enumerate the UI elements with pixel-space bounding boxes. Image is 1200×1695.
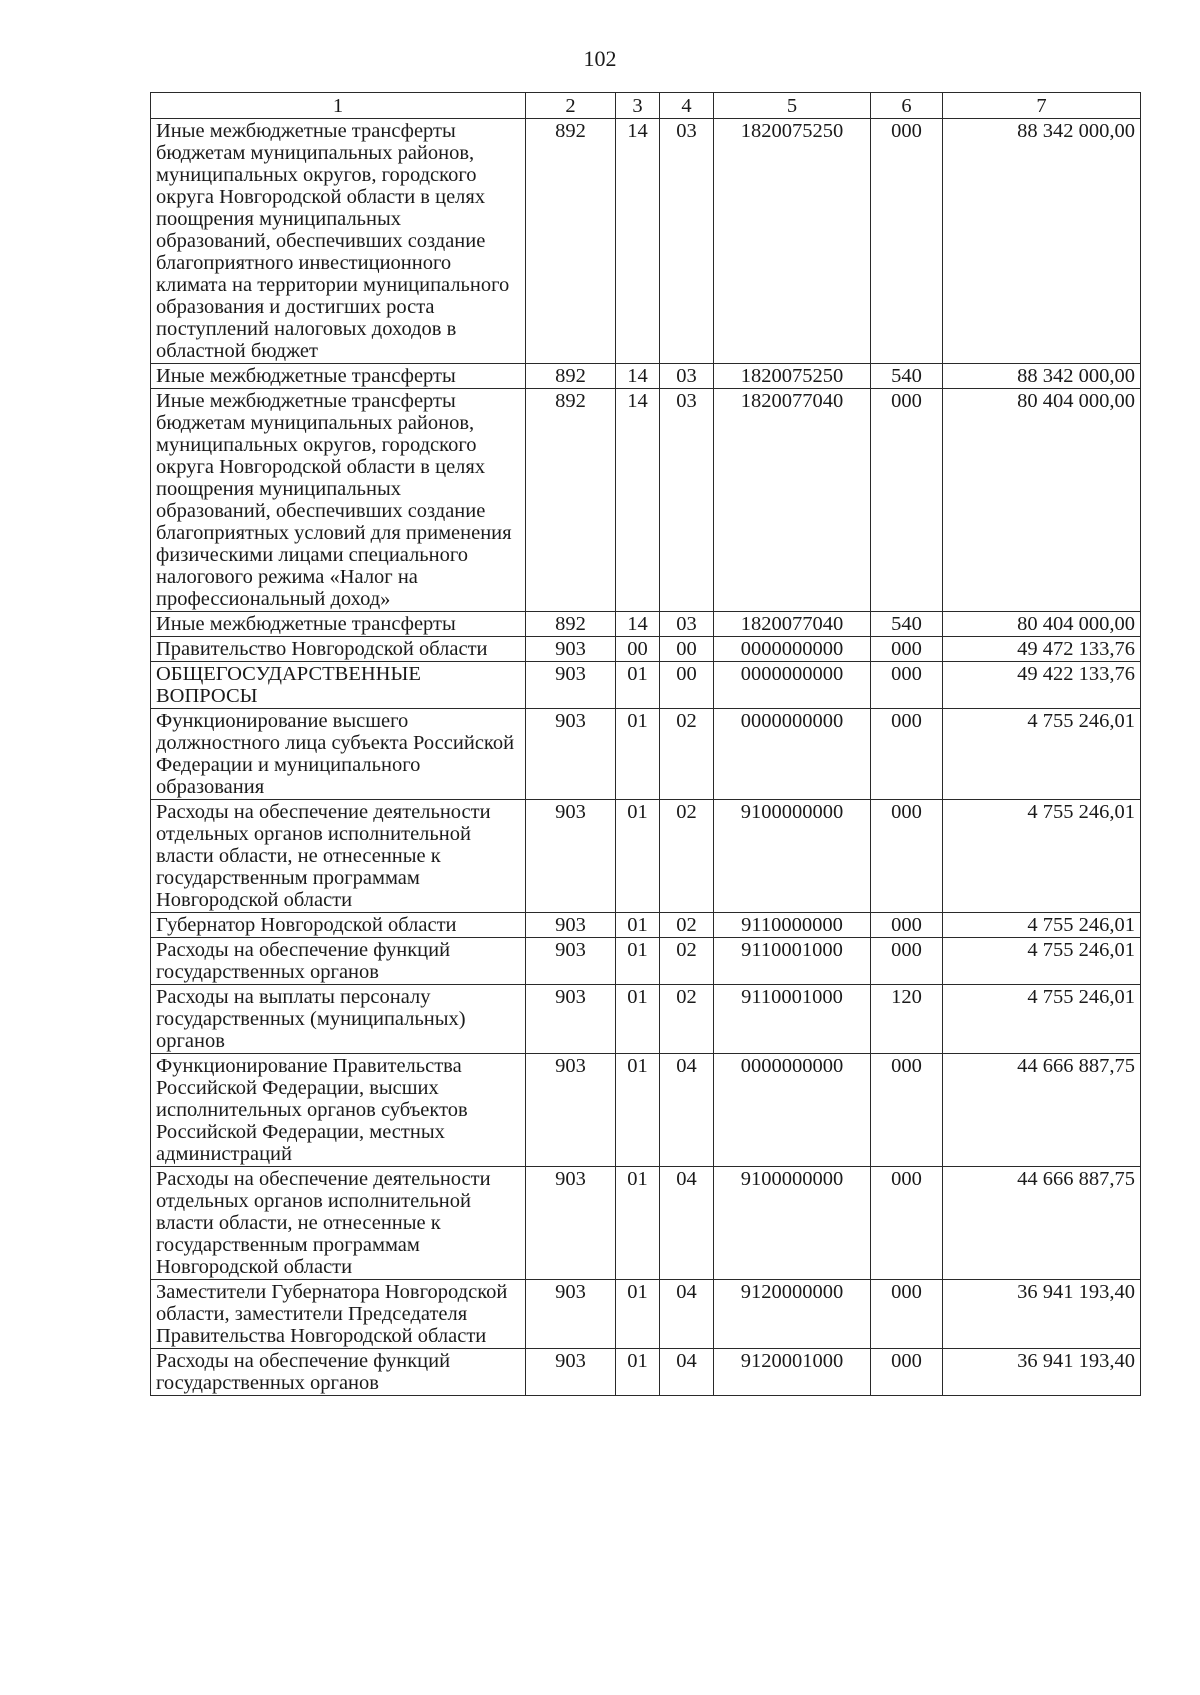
row-section: 14 [616, 389, 660, 612]
row-amount: 4 755 246,01 [943, 800, 1141, 913]
row-target-article: 9100000000 [714, 1167, 871, 1280]
table-row [151, 938, 1141, 985]
row-admin-code: 903 [526, 1280, 616, 1349]
table-row [151, 662, 1141, 709]
row-expense-type: 120 [871, 985, 943, 1054]
row-expense-type: 000 [871, 119, 943, 364]
row-subsection: 03 [660, 612, 714, 637]
row-amount: 88 342 000,00 [943, 364, 1141, 389]
table-row [151, 913, 1141, 938]
row-admin-code: 903 [526, 709, 616, 800]
row-amount: 4 755 246,01 [943, 913, 1141, 938]
table-row [151, 119, 1141, 364]
row-name: Заместители Губернатора Новгородской области, заместители Председателя Правительства Новгородской области [151, 1280, 526, 1349]
table-row [151, 1280, 1141, 1349]
row-section: 01 [616, 1167, 660, 1280]
row-amount: 49 422 133,76 [943, 662, 1141, 709]
row-section: 14 [616, 119, 660, 364]
header-cell: 3 [616, 93, 660, 119]
row-amount: 4 755 246,01 [943, 709, 1141, 800]
row-amount: 36 941 193,40 [943, 1349, 1141, 1396]
row-section: 00 [616, 637, 660, 662]
row-name: Расходы на выплаты персоналу государственных (муниципальных) органов [151, 985, 526, 1054]
row-expense-type: 000 [871, 913, 943, 938]
row-target-article: 9110001000 [714, 985, 871, 1054]
row-subsection: 03 [660, 119, 714, 364]
row-admin-code: 903 [526, 637, 616, 662]
row-name: ОБЩЕГОСУДАРСТВЕННЫЕ ВОПРОСЫ [151, 662, 526, 709]
table-row [151, 389, 1141, 612]
row-name: Иные межбюджетные трансферты [151, 364, 526, 389]
table-row [151, 709, 1141, 800]
row-target-article: 9120001000 [714, 1349, 871, 1396]
row-expense-type: 000 [871, 1280, 943, 1349]
row-name: Функционирование высшего должностного лица субъекта Российской Федерации и муниципального образования [151, 709, 526, 800]
row-subsection: 04 [660, 1054, 714, 1167]
row-subsection: 04 [660, 1167, 714, 1280]
row-admin-code: 903 [526, 1167, 616, 1280]
row-name: Иные межбюджетные трансферты бюджетам муниципальных районов, муниципальных округов, городского округа Новгородской области в целях поощрения муниципальных образований, обеспечивших создание благоприятных условий для применения физическими лицами специального налогового режима «Налог на профессиональный доход» [151, 389, 526, 612]
table-row [151, 364, 1141, 389]
row-expense-type: 000 [871, 1054, 943, 1167]
row-subsection: 04 [660, 1280, 714, 1349]
row-name: Иные межбюджетные трансферты бюджетам муниципальных районов, муниципальных округов, городского округа Новгородской области в целях поощрения муниципальных образований, обеспечивших создание благоприятного инвестиционного климата на территории муниципального образования и достигших роста поступлений налоговых доходов в областной бюджет [151, 119, 526, 364]
table-row [151, 1167, 1141, 1280]
row-name: Расходы на обеспечение функций государственных органов [151, 1349, 526, 1396]
row-subsection: 00 [660, 637, 714, 662]
row-name: Расходы на обеспечение деятельности отдельных органов исполнительной власти области, не отнесенные к государственным программам Новгородской области [151, 800, 526, 913]
row-admin-code: 903 [526, 913, 616, 938]
row-subsection: 04 [660, 1349, 714, 1396]
row-target-article: 1820077040 [714, 389, 871, 612]
row-amount: 49 472 133,76 [943, 637, 1141, 662]
row-section: 01 [616, 985, 660, 1054]
row-target-article: 9110000000 [714, 913, 871, 938]
row-name: Функционирование Правительства Российской Федерации, высших исполнительных органов субъектов Российской Федерации, местных администраций [151, 1054, 526, 1167]
row-admin-code: 903 [526, 938, 616, 985]
row-target-article: 0000000000 [714, 1054, 871, 1167]
row-subsection: 02 [660, 913, 714, 938]
row-subsection: 03 [660, 364, 714, 389]
row-name: Иные межбюджетные трансферты [151, 612, 526, 637]
row-target-article: 0000000000 [714, 709, 871, 800]
row-expense-type: 000 [871, 662, 943, 709]
table-row [151, 637, 1141, 662]
row-admin-code: 903 [526, 1349, 616, 1396]
row-amount: 80 404 000,00 [943, 389, 1141, 612]
row-amount: 88 342 000,00 [943, 119, 1141, 364]
row-subsection: 03 [660, 389, 714, 612]
row-name: Губернатор Новгородской области [151, 913, 526, 938]
row-section: 01 [616, 800, 660, 913]
header-cell: 6 [871, 93, 943, 119]
table-row [151, 800, 1141, 913]
table-row [151, 612, 1141, 637]
row-section: 14 [616, 364, 660, 389]
row-admin-code: 903 [526, 985, 616, 1054]
row-target-article: 9120000000 [714, 1280, 871, 1349]
row-subsection: 02 [660, 800, 714, 913]
row-target-article: 0000000000 [714, 637, 871, 662]
page-number: 102 [583, 46, 617, 71]
row-expense-type: 000 [871, 938, 943, 985]
row-section: 01 [616, 662, 660, 709]
row-target-article: 1820075250 [714, 119, 871, 364]
budget-table [150, 92, 1141, 1396]
row-admin-code: 892 [526, 364, 616, 389]
row-section: 01 [616, 1054, 660, 1167]
row-expense-type: 000 [871, 1349, 943, 1396]
row-expense-type: 000 [871, 637, 943, 662]
row-admin-code: 903 [526, 1054, 616, 1167]
row-expense-type: 000 [871, 1167, 943, 1280]
table-row [151, 985, 1141, 1054]
row-admin-code: 892 [526, 612, 616, 637]
row-target-article: 9100000000 [714, 800, 871, 913]
row-target-article: 9110001000 [714, 938, 871, 985]
row-target-article: 1820077040 [714, 612, 871, 637]
row-expense-type: 000 [871, 389, 943, 612]
header-cell: 4 [660, 93, 714, 119]
row-expense-type: 540 [871, 364, 943, 389]
row-section: 01 [616, 709, 660, 800]
row-amount: 44 666 887,75 [943, 1167, 1141, 1280]
table-body [151, 119, 1141, 1396]
header-cell: 1 [151, 93, 526, 119]
row-subsection: 02 [660, 709, 714, 800]
row-section: 01 [616, 1280, 660, 1349]
header-row [151, 93, 1141, 119]
table-row [151, 1349, 1141, 1396]
row-amount: 4 755 246,01 [943, 985, 1141, 1054]
row-name: Расходы на обеспечение деятельности отдельных органов исполнительной власти области, не отнесенные к государственным программам Новгородской области [151, 1167, 526, 1280]
row-amount: 80 404 000,00 [943, 612, 1141, 637]
row-subsection: 02 [660, 985, 714, 1054]
row-amount: 36 941 193,40 [943, 1280, 1141, 1349]
row-admin-code: 903 [526, 800, 616, 913]
row-admin-code: 892 [526, 119, 616, 364]
row-expense-type: 540 [871, 612, 943, 637]
row-section: 14 [616, 612, 660, 637]
row-admin-code: 903 [526, 662, 616, 709]
row-name: Правительство Новгородской области [151, 637, 526, 662]
row-subsection: 02 [660, 938, 714, 985]
row-target-article: 0000000000 [714, 662, 871, 709]
row-name: Расходы на обеспечение функций государственных органов [151, 938, 526, 985]
row-section: 01 [616, 913, 660, 938]
row-expense-type: 000 [871, 800, 943, 913]
row-section: 01 [616, 938, 660, 985]
table-row [151, 1054, 1141, 1167]
row-amount: 4 755 246,01 [943, 938, 1141, 985]
row-expense-type: 000 [871, 709, 943, 800]
row-admin-code: 892 [526, 389, 616, 612]
row-subsection: 00 [660, 662, 714, 709]
header-cell: 2 [526, 93, 616, 119]
row-target-article: 1820075250 [714, 364, 871, 389]
row-section: 01 [616, 1349, 660, 1396]
row-amount: 44 666 887,75 [943, 1054, 1141, 1167]
header-cell: 5 [714, 93, 871, 119]
header-cell: 7 [943, 93, 1141, 119]
